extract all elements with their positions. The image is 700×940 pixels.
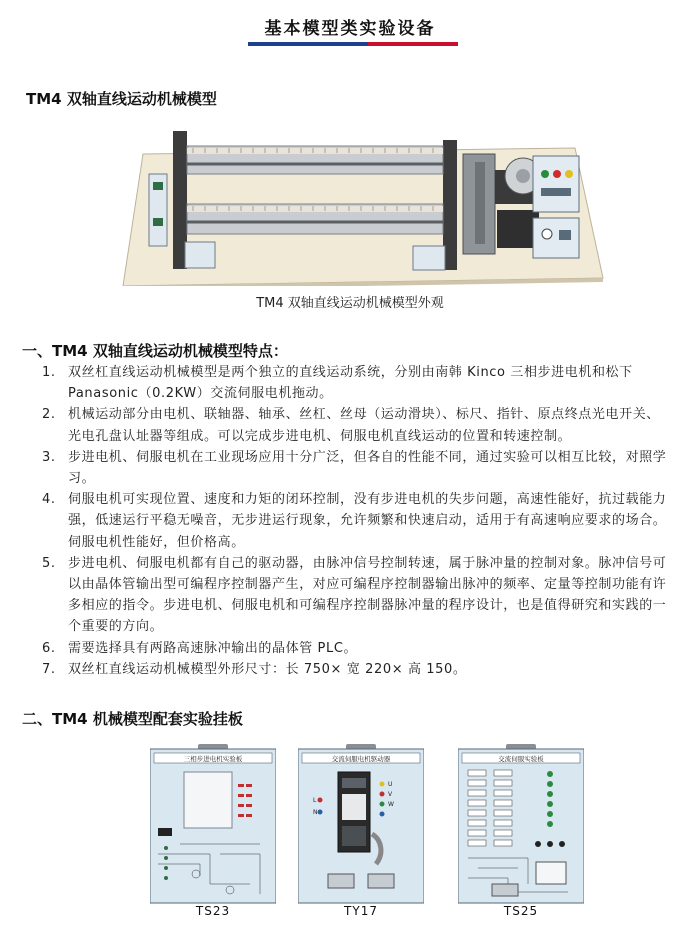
board-ty17-label: TY17 <box>344 904 378 918</box>
terminal-w-label: W <box>388 801 394 808</box>
feature-item <box>42 362 672 404</box>
board-ts23-image <box>150 744 276 904</box>
feature-number: 1. <box>42 365 56 380</box>
feature-list <box>42 362 672 680</box>
photo-caption: TM4 双轴直线运动机械模型外观 <box>256 296 444 311</box>
board-ty17-image <box>298 744 424 904</box>
feature-number: 7. <box>42 661 56 677</box>
feature-item <box>42 659 672 680</box>
machine-model-photo <box>113 126 611 286</box>
feature-text: 步进电机、伺服电机都有自己的驱动器，由脉冲信号控制转速，属于脉冲量的控制对象。脉冲信号可以由晶体管输出型可编程序控制器产生，对应可编程序控制器输出脉冲的频率、定量等控制功能有许多相应的指令。步进电机、伺服电机和可编程序控制器脉冲量的程序设计，也是值得研究和实践的一个重要的方向。 <box>68 555 667 635</box>
header-underline <box>248 42 458 46</box>
experiment-boards <box>0 744 700 934</box>
header-underline-blue <box>248 42 368 46</box>
feature-number: 3. <box>42 449 56 465</box>
feature-item <box>42 404 672 446</box>
board-ts25-title: 交流伺服实验板 <box>498 755 544 763</box>
product-title: TM4 双轴直线运动机械模型 <box>26 90 217 108</box>
terminal-l-label: L <box>313 797 317 804</box>
board-ts25-label: TS25 <box>503 904 539 918</box>
feature-item <box>42 553 672 638</box>
feature-number: 6. <box>42 640 56 656</box>
board-ts23-title: 三相步进电机实验板 <box>183 755 243 763</box>
panels-heading: 二、TM4 机械模型配套实验挂板 <box>22 710 243 728</box>
terminal-u-label: U <box>388 781 393 788</box>
feature-number: 5. <box>42 555 56 571</box>
feature-number: 4. <box>42 492 56 508</box>
feature-text: 伺服电机可实现位置、速度和力矩的闭环控制，没有步进电机的失步问题，高速性能好，抗过载能力强，低速运行平稳无噪音，无步进运行现象，允许频繁和快速启动，适用于有高速响应要求的场合。伺服电机性能好，但价格高。 <box>68 492 667 550</box>
feature-text: 双丝杠直线运动机械模型是两个独立的直线运动系统，分别由南韩 Kinco 三相步进电机和松下 Panasonic（0.2KW）交流伺服电机拖动。 <box>68 365 633 402</box>
board-ts25-image <box>458 744 584 904</box>
feature-number: 2. <box>42 407 56 423</box>
header-title: 基本模型类实验设备 <box>264 19 436 39</box>
header-underline-red <box>368 42 458 46</box>
feature-text: 步进电机、伺服电机在工业现场应用十分广泛，但各自的性能不同，通过实验可以相互比较，对照学习。 <box>68 449 667 487</box>
feature-text: 需要选择具有两路高速脉冲输出的晶体管 PLC。 <box>68 640 358 656</box>
terminal-n-label: N <box>313 809 318 816</box>
features-heading: 一、TM4 双轴直线运动机械模型特点： <box>22 342 288 360</box>
feature-item <box>42 489 672 553</box>
feature-item <box>42 447 672 489</box>
feature-text: 机械运动部分由电机、联轴器、轴承、丝杠、丝母（运动滑块）、标尺、指针、原点终点光电开关、光电孔盘认址器等组成。可以完成步进电机、伺服电机直线运动的位置和转速控制。 <box>68 407 660 444</box>
feature-text: 双丝杠直线运动机械模型外形尺寸：长 750× 宽 220× 高 150。 <box>68 661 467 677</box>
board-ty17-title: 交流伺服电机驱动器 <box>331 755 391 763</box>
board-ts23-label: TS23 <box>195 904 231 918</box>
feature-item <box>42 638 672 659</box>
terminal-v-label: V <box>388 791 393 798</box>
